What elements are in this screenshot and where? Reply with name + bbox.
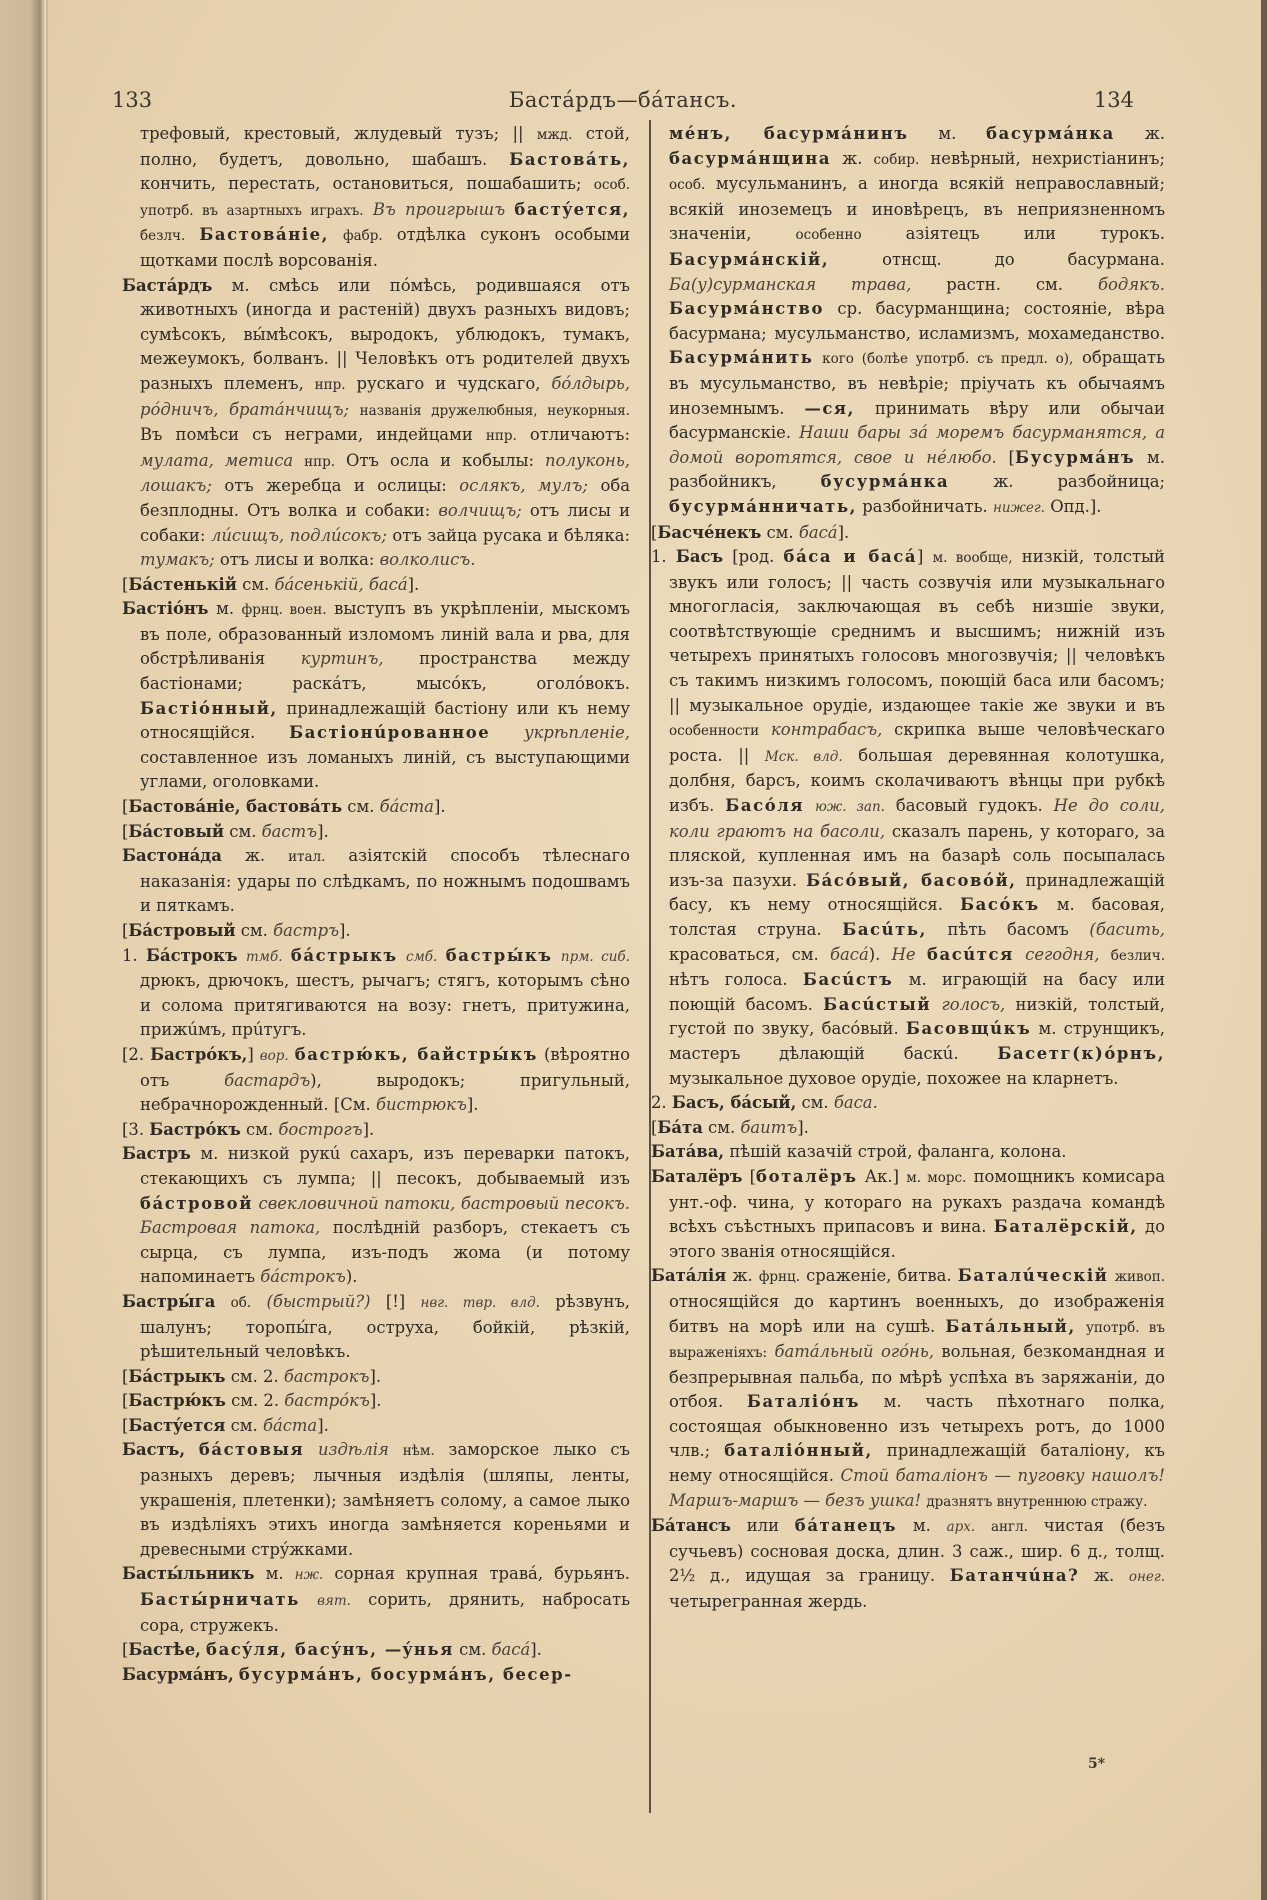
dictionary-entry: мéнъ, басурмáнинъ м. басурмáнка ж. басурмáнщина ж. собир. невѣрный, нехристіанинъ; особ. мусульманинъ, а иногда всякій неправославный; всякій иноземецъ и иновѣрецъ, въ неприязненномъ значеніи, особенно азіятецъ или турокъ. Басурмáнскій, отнсщ. до басурмана. Ба(у)сурманская трава, растн. см. бодякъ. Басурмáнство ср. басурманщина; состояніе, вѣра басурмана; мусульманство, исламизмъ, мохамеданство. Басурмáнить кого (болѣе употрб. съ предл. о), обращать въ мусульманство, въ невѣріе; пріучать къ обычаямъ иноземнымъ. —ся, принимать вѣру или обычаи басурманскіе. Наши бары зá моремъ басурманятся, а домой воротятся, свое и нéлюбо. [Бусурмáнъ м. разбойникъ, бусурмáнка ж. разбойница; бусурмáнничать, разбойничать. нижег. Опд.]. xyxy=(669,124,1166,516)
dictionary-entry: [Бáстровый см. бастръ]. xyxy=(122,921,351,940)
dictionary-entry: Басурмáнъ, бусурмáнъ, босурмáнъ, бесер- xyxy=(122,1664,573,1684)
dictionary-entry: 2. Басъ, бáсый, см. баса. xyxy=(651,1093,878,1113)
page-number-right: 134 xyxy=(1093,88,1134,112)
dictionary-entry: [Бáта см. баитъ]. xyxy=(651,1117,809,1137)
left-column xyxy=(122,122,630,1687)
dictionary-entry: [Бáстрыкъ см. 2. бастрокъ]. xyxy=(122,1366,382,1386)
dictionary-entry: Бастіóнъ м. фрнц. воен. выступъ въ укрѣпленіи, мыскомъ въ поле, образованный изломомъ линій вала и рва, для обстрѣливанія куртинъ, пространства между бастіонами; раскáтъ, мысóкъ, оголóвокъ. Бастіóнный, принадлежащій бастіону или къ нему относящійся. Бастіонúрованное укрѣпленіе, составленное изъ ломаныхъ линій, съ выступающими углами, оголовками. xyxy=(122,599,630,792)
page-number-left: 133 xyxy=(112,88,153,112)
header-title: Бастáрдъ—бáтансъ. xyxy=(508,88,738,112)
dictionary-entry: Бастъ, бáстовыя издѣлія нѣм. заморское лыко съ разныхъ деревъ; лычныя издѣлія (шляпы, ленты, украшенія, плетенки); замѣняетъ солому, а самое лыко въ издѣліяхъ этихъ иногда замѣняется кореньями и древесными стрýжками. xyxy=(122,1440,630,1559)
dictionary-entry: Батáлія ж. фрнц. сраженіе, битва. Баталúческій живоп. относящійся до картинъ военныхъ, до изображенія битвъ на морѣ или на сушѣ. Батáльный, употрб. въ выраженіяхъ: батáльный огóнь, вольная, безкомандная и безпрерывная пальба, по мѣрѣ успѣха въ заряжаніи, до отбоя. Баталіóнъ м. часть пѣхотнаго полка, состоящая обыкновенно изъ четырехъ ротъ, до 1000 члв.; баталіóнный, принадлежащій баталіону, къ нему относящійся. Стой баталіонъ — пуговку нашолъ! Маршъ-маршъ — безъ ушка! дразнятъ внутреннюю стражу. xyxy=(651,1266,1165,1510)
dictionary-entry: Бастáрдъ м. смѣсь или пóмѣсь, родившаяся отъ животныхъ (иногда и растеній) двухъ разныхъ видовъ; сумѣсокъ, вы́мѣсокъ, выродокъ, ублюдокъ, тумакъ, межеумокъ, болванъ. || Человѣкъ отъ родителей двухъ разныхъ племенъ, нпр. рускаго и чудскаго, бóлдырь, рóдничъ, братáнчищъ; названія дружелюбныя, неукорныя. Въ помѣси съ неграми, индейцами нпр. отличаютъ: мулата, метиса нпр. Отъ осла и кобылы: полуконь, лошакъ; отъ жеребца и ослицы: ослякъ, мулъ; оба безплодны. Отъ волка и собаки: волчищъ; отъ лисы и собаки: лúсищъ, подлúсокъ; отъ зайца русака и бѣляка: тумакъ; отъ лисы и волка: волколисъ. xyxy=(122,275,631,570)
dictionary-entry: [Басчéнекъ см. басá]. xyxy=(651,522,850,542)
dictionary-entry: [Бáстовый см. бастъ]. xyxy=(122,821,329,841)
book-spine-gutter xyxy=(0,0,46,1900)
dictionary-entry: Бастръ м. низкой рукú сахаръ, изъ переварки патокъ, стекающихъ съ лумпа; || песокъ, добываемый изъ бáстровой свекловичной патоки, бастровый песокъ. Бастровая патока, послѣдній разборъ, стекаетъ съ сырца, съ лумпа, изъ-подъ жома (и потому напоминаетъ бáстрокъ). xyxy=(122,1144,630,1287)
dictionary-entry: [Бáстенькій см. бáсенькій, басá]. xyxy=(122,574,420,594)
dictionary-entry: Батáва, пѣшій казачій строй, фаланга, колона. xyxy=(651,1142,1067,1162)
dictionary-entry: [Бастýется см. бáста]. xyxy=(122,1415,329,1435)
dictionary-entry: [2. Бастрóкъ,] вор. бастрю́къ, байстры́къ (вѣроятно отъ бастардъ), выродокъ; пригульный, небрачнорожденный. [См. бистрюкъ]. xyxy=(122,1044,631,1115)
page-edge xyxy=(1261,0,1267,1900)
dictionary-entry: [Бастовáніе, бастовáть см. бáста]. xyxy=(122,797,446,817)
dictionary-entry: 1. Басъ [род. бáса и басá] м. вообще, низкій, толстый звукъ или голосъ; || часть созвучія или музыкальнаго многогласія, заключающая въ себѣ низшіе звуки, соотвѣтствующіе среднимъ и высшимъ; нижній изъ четырехъ принятыхъ голосовъ многозвучія; || человѣкъ съ такимъ низкимъ голосомъ, поющій баса или басомъ; || музыкальное орудіе, издающее такіе же звуки и въ особенности контрабасъ, скрипка выше человѣческаго роста. || Мск. влд. большая деревянная колотушка, долбня, барсъ, коимъ сколачиваютъ вѣнцы при рубкѣ избъ. Басóля юж. зап. басовый гудокъ. Не до соли, коли граютъ на басоли, сказалъ парень, у котораго, за пляской, купленная имъ на базарѣ соль посыпалась изъ-за пазухи. Бáсóвый, басовóй, принадлежащій басу, къ нему относящійся. Басóкъ м. басовая, толстая струна. Басúть, пѣть басомъ (басить, красоваться, см. басá). Не басúтся сегодня, безлич. нѣтъ голоса. Басúстъ м. играющій на басу или поющій басомъ. Басúстый голосъ, низкій, толстый, густой по звуку, басóвый. Басовщúкъ м. струнщикъ, мастеръ дѣлающій баскú. Басетг(к)óрнъ, музыкальное духовое орудіе, похожее на кларнетъ. xyxy=(651,547,1166,1088)
dictionary-entry: Бастры́га об. (быстрый?) [!] нвг. твр. влд. рѣзвунъ, шалунъ; торопы́га, оструха, бойкій, рѣзкій, рѣшительный человѣкъ. xyxy=(122,1291,631,1362)
dictionary-entry: Баталёръ [боталёръ Ак.] м. морс. помощникъ комисара унт.-оф. чина, у котораго на рукахъ раздача командѣ всѣхъ съѣстныхъ припасовъ и вина. Баталёрскій, до этого званія относящійся. xyxy=(651,1166,1165,1261)
dictionary-entry: [3. Бастрóкъ см. бострогъ]. xyxy=(122,1119,375,1139)
dictionary-entry: Бáтансъ или бáтанецъ м. арх. англ. чистая (безъ сучьевъ) сосновая доска, длин. 3 саж., шир. 6 д., толщ. 2½ д., идущая за границу. Батанчúна? ж. онег. четырегранная жердь. xyxy=(651,1516,1166,1612)
dictionary-entry: [Бастѣе, басýля, басýнъ, —ýнья см. басá]. xyxy=(122,1640,542,1660)
dictionary-entry: [Бастрю́къ см. 2. бастрóкъ]. xyxy=(122,1391,382,1411)
right-column xyxy=(651,122,1165,1615)
dictionary-entry: 1. Бáстрокъ тмб. бáстрыкъ смб. бастры́къ прм. сиб. дрюкъ, дрючокъ, шестъ, рычагъ; стягъ, которымъ сѣно и солома притягиваются на возу: гнетъ, притужина, прижúмъ, прúтугъ. xyxy=(122,945,630,1040)
printer-signature-mark: 5* xyxy=(1088,1756,1106,1772)
running-header xyxy=(112,88,1134,118)
dictionary-entry: Бастонáда ж. итал. азіятскій способъ тѣлеснаго наказанія: удары по слѣдкамъ, по ножнымъ подошвамъ и пяткамъ. xyxy=(122,846,630,916)
dictionary-entry: Басты́льникъ м. нж. сорная крупная травá, бурьянъ. Басты́рничать вят. сорить, дрянить, набросать сора, стружекъ. xyxy=(122,1564,630,1635)
dictionary-entry: трефовый, крестовый, жлудевый тузъ; || мжд. стой, полно, будетъ, довольно, шабашъ. Бастовáть, кончить, перестать, остановиться, пошабашить; особ. употрб. въ азартныхъ играхъ. Въ проигрышъ бастýется, безлч. Бастовáніе, фабр. отдѣлка суконъ особыми щотками послѣ ворсованія. xyxy=(140,124,630,270)
